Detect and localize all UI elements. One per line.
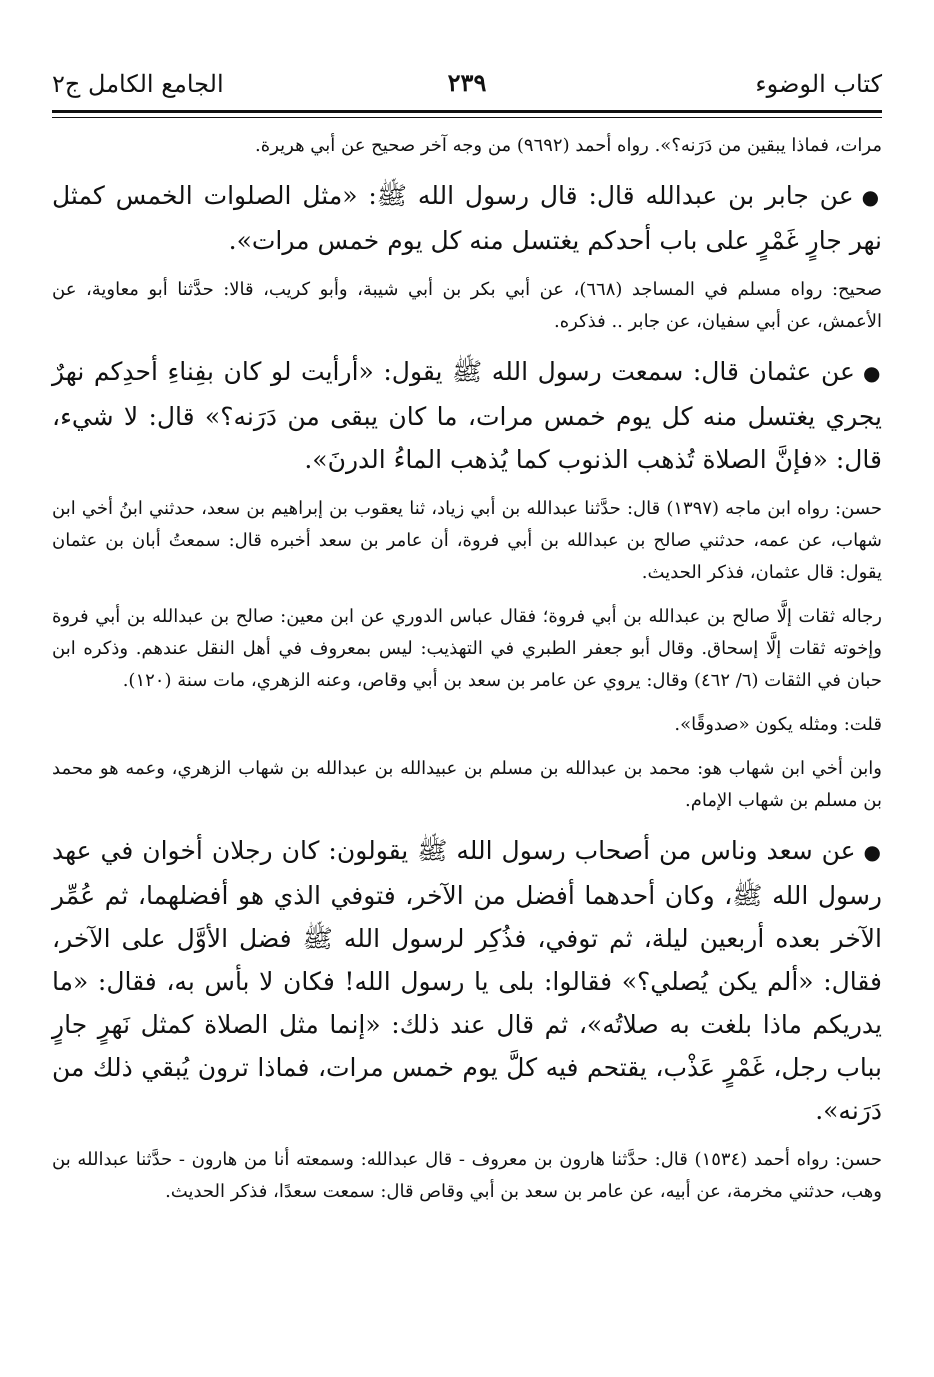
narrator-identification: وابن أخي ابن شهاب هو: محمد بن عبدالله بن مسلم بن عبيدالله بن عبدالله بن شهاب الزهري، وعمه هو محمد بن مسلم بن شهاب الإمام. xyxy=(52,758,882,811)
hadith-saad xyxy=(52,829,882,1132)
author-remark: قلت: ومثله يكون «صدوقًا». xyxy=(674,714,882,735)
bullet-icon: ● xyxy=(861,185,882,209)
chapter-title: كتاب الوضوء xyxy=(755,70,882,98)
page-header xyxy=(52,66,882,106)
hadith-text: عن سعد وناس من أصحاب رسول الله ﷺ يقولون: كان رجلان أخوان في عهد رسول الله ﷺ، وكان أحدهما أفضل من الآخر، فتوفي الذي هو أفضلهما، ثم عُمِّر الآخر بعده أربعين ليلة، ثم توفي، فذُكِر لرسول الله ﷺ فضل الأوَّل على الآخر، فقال: «ألم يكن يُصلي؟» فقالوا: بلى يا رسول الله! فكان لا بأس به، فقال: «ما يدريكم ماذا بلغت به صلاتُه»، ثم قال عند ذلك: «إنما مثل الصلاة كمثل نَهرٍ جارٍ بباب رجل، غَمْرٍ عَذْب، يقتحم فيه كلَّ يوم خمس مرات، فماذا ترون يُبقي ذلك من دَرَنه». xyxy=(52,836,882,1125)
hadith-text: عن عثمان قال: سمعت رسول الله ﷺ يقول: «أرأيت لو كان بفِناءِ أحدِكم نهرٌ يجري يغتسل منه كل يوم خمس مرات، ما كان يبقى من دَرَنه؟» قال: لا شيء، قال: «فإنَّ الصلاة تُذهب الذنوب كما يُذهب الماءُ الدرنَ». xyxy=(52,357,882,474)
bullet-icon: ● xyxy=(862,361,882,385)
bullet-icon: ● xyxy=(863,840,883,864)
takhrij-uthman: حسن: رواه ابن ماجه (١٣٩٧) قال: حدَّثنا عبدالله بن أبي زياد، ثنا يعقوب بن إبراهيم بن سعد، حدثني ابنُ أخي ابن شهاب، عن عمه، حدثني صالح بن عبدالله بن أبي فروة، أن عامر بن سعد أخبره قال: سمعتُ أبان بن عثمان يقول: قال عثمان، فذكر الحديث. xyxy=(52,498,882,583)
hadith-text: عن جابر بن عبدالله قال: قال رسول الله ﷺ: «مثل الصلوات الخمس كمثل نهر جارٍ غَمْرٍ على باب أحدكم يغتسل منه كل يوم خمس مرات». xyxy=(52,181,882,255)
header-rule-thick xyxy=(52,110,882,113)
narrators-note: رجاله ثقات إلَّا صالح بن عبدالله بن أبي فروة؛ فقال عباس الدوري عن ابن معين: صالح بن عبدالله بن أبي فروة وإخوته ثقات إلَّا إسحاق. وقال أبو جعفر الطبري في التهذيب: ليس بمعروف في أهل النقل عندهم. وذكره ابن حبان في الثقات (٦/ ٤٦٢) وقال: يروي عن عامر بن سعد بن أبي وقاص، وعنه الزهري، مات سنة (١٢٠). xyxy=(52,606,882,691)
hadith-jabir xyxy=(52,174,882,262)
takhrij-jabir: صحيح: رواه مسلم في المساجد (٦٦٨)، عن أبي بكر بن أبي شيبة، وأبو كريب، قالا: حدَّثنا أبو معاوية، عن الأعمش، عن أبي سفيان، عن جابر .. فذكره. xyxy=(52,279,882,332)
page-content xyxy=(52,130,882,1220)
book-title: الجامع الكامل ج٢ xyxy=(52,70,224,98)
takhrij-saad: حسن: رواه أحمد (١٥٣٤) قال: حدَّثنا هارون بن معروف - قال عبدالله: وسمعته أنا من هارون - حدَّثنا عبدالله بن وهب، حدثني مخرمة، عن أبيه، عن عامر بن سعد بن أبي وقاص قال: سمعت سعدًا، فذكر الحديث. xyxy=(52,1149,883,1202)
header-rule-thin xyxy=(52,117,882,118)
continuation-note: مرات، فماذا يبقين من دَرَنه؟». رواه أحمد (٩٦٩٢) من وجه آخر صحيح عن أبي هريرة. xyxy=(255,135,882,156)
page-number: ٢٣٩ xyxy=(447,68,487,97)
hadith-uthman xyxy=(52,350,882,481)
